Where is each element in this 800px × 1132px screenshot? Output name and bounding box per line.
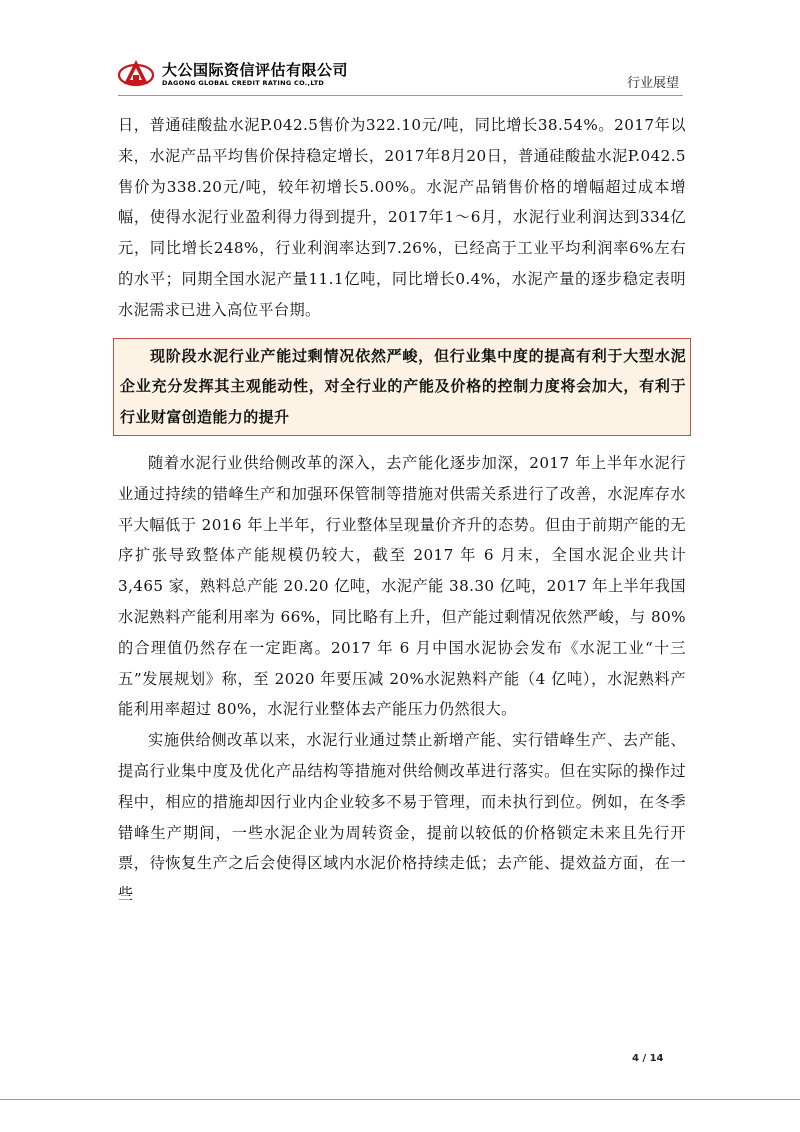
header-divider — [118, 95, 683, 96]
paragraph-supply-reform: 实施供给侧改革以来，水泥行业通过禁止新增产能、实行错峰生产、去产能、提高行业集中度及优化产品结构等措施对供给侧改革进行落实。但在实际的操作过程中，相应的措施却因行业内企业较多不易于管理，而未执行到位。例如，在冬季错峰生产期间，一些水泥企业为周转资金，提前以较低的价格锁定未来且先行开票，待恢复生产之后会使得区域内水泥价格持续走低；去产能、提效益方面，在一些 — [118, 731, 686, 904]
highlight-text: 现阶段水泥行业产能过剩情况依然严峻，但行业集中度的提高有利于大型水泥企业充分发挥其主观能动性，对全行业的产能及价格的控制力度将会加大，有利于行业财富创造能力的提升 — [120, 346, 686, 427]
page-number: 4 / 14 — [632, 1053, 664, 1064]
section-label: 行业展望 — [626, 76, 679, 91]
page-header — [118, 48, 683, 98]
document-body — [118, 110, 686, 910]
paragraph-price-profit: 日，普通硅酸盐水泥P.042.5售价为322.10元/吨，同比增长38.54%。2017年以来，水泥产品平均售价保持稳定增长，2017年8月20日，普通硅酸盐水泥P.042.5售价为338.20元/吨，较年初增长5.00%。水泥产品销售价格的增幅超过成本增幅，使得水泥行业盈利得力得到提升，2017年1～6月，水泥行业利润达到334亿元，同比增长248%，行业利润率达到7.26%，已经高于工业平均利润率6%左右的水平；同期全国水泥产量11.1亿吨，同比增长0.4%，水泥产量的逐步稳定表明水泥需求已进入高位平台期。 — [118, 116, 686, 319]
paragraph-overcapacity: 随着水泥行业供给侧改革的深入，去产能化逐步加深，2017 年上半年水泥行业通过持续的错峰生产和加强环保管制等措施对供需关系进行了改善，水泥库存水平大幅低于 2016 年上半年，行业整体呈现量价齐升的态势。但由于前期产能的无序扩张导致整体产能规模仍较大，截至 2017 年 6 月末，全国水泥企业共计 3,465 家，熟料总产能 20.20 亿吨，水泥产能 38.30 亿吨，2017 年上半年我国水泥熟料产能利用率为 66%，同比略有上升，但产能过剩情况依然严峻，与 80%的合理值仍然存在一定距离。2017 年 6 月中国水泥协会发布《水泥工业“十三五”发展规划》称，至 2020 年要压减 20%水泥熟料产能（4 亿吨），水泥熟料产能利用率超过 80%，水泥行业整体去产能压力仍然很大。 — [118, 453, 686, 719]
footer-divider — [0, 1099, 800, 1100]
company-name-en: DAGONG GLOBAL CREDIT RATING CO.,LTD — [162, 79, 325, 87]
company-name-cn: 大公国际资信评估有限公司 — [162, 61, 349, 79]
dagong-logo-icon — [118, 58, 154, 88]
highlight-box — [113, 338, 691, 436]
